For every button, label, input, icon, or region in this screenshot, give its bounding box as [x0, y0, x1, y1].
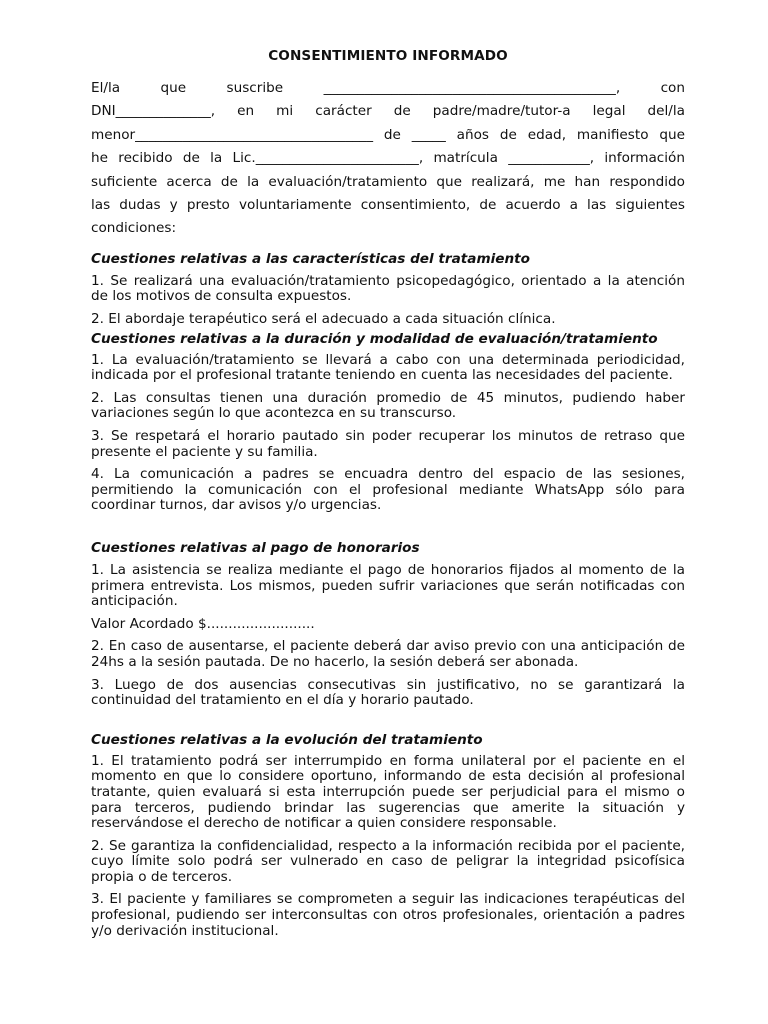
section-paragraph: 2. Las consultas tienen una duración promedio de 45 minutos, pudiendo haber variaciones según lo que acontezca en su transcurso.	[91, 389, 685, 422]
section-paragraph: 3. Luego de dos ausencias consecutivas sin justificativo, no se garantizará la continuidad del tratamiento en el día y horario pautado.	[91, 676, 685, 709]
section-paragraph: 2. Se garantiza la confidencialidad, respecto a la información recibida por el paciente, cuyo límite solo podrá ser vulnerado en caso de peligrar la integridad psicofísica propia o de terceros.	[91, 837, 685, 885]
section-heading-evolucion: Cuestiones relativas a la evolución del tratamiento	[91, 731, 483, 748]
section-paragraph: 4. La comunicación a padres se encuadra dentro del espacio de las sesiones, permitiendo la comunicación con el profesional mediante WhatsApp sólo para coordinar turnos, dar avisos y/o urgencias.	[91, 466, 685, 514]
intro-line: menor___________________________________ de _____ años de edad, manifiesto que	[91, 126, 685, 143]
section-heading-duracion: Cuestiones relativas a la duración y modalidad de evaluación/tratamiento	[91, 330, 658, 347]
section-paragraph: 3. Se respetará el horario pautado sin poder recuperar los minutos de retraso que presente el paciente y su familia.	[91, 428, 685, 460]
document-title: CONSENTIMIENTO INFORMADO	[268, 48, 508, 64]
intro-paragraph	[91, 77, 685, 241]
valor-acordado-line: Valor Acordado $.........................	[91, 615, 315, 632]
intro-line: suficiente acerca de la evaluación/tratamiento que realizará, me han respondido	[91, 173, 685, 190]
section-paragraph: 1. La evaluación/tratamiento se llevará a cabo con una determinada periodicidad, indicada por el profesional tratante teniendo en cuenta las necesidades del paciente.	[91, 351, 685, 384]
intro-line: condiciones:	[91, 220, 177, 237]
section-paragraph: 1. La asistencia se realiza mediante el pago de honorarios fijados al momento de la primera entrevista. Los mismos, pueden sufrir variaciones que serán notificadas con anticipación.	[91, 561, 685, 610]
intro-line: DNI______________, en mi carácter de padre/madre/tutor-a legal del/la	[91, 103, 685, 120]
section-paragraph: 2. En caso de ausentarse, el paciente deberá dar aviso previo con una anticipación de 24hs a la sesión pautada. De no hacerlo, la sesión deberá ser abonada.	[91, 638, 685, 670]
intro-line: las dudas y presto voluntariamente consentimiento, de acuerdo a las siguientes	[91, 197, 685, 214]
section-heading-honorarios: Cuestiones relativas al pago de honorarios	[91, 539, 420, 556]
intro-line: El/la que suscribe ___________________________________________, con	[91, 80, 685, 96]
section-paragraph: 1. Se realizará una evaluación/tratamiento psicopedagógico, orientado a la atención de los motivos de consulta expuestos.	[91, 272, 685, 305]
intro-line: he recibido de la Lic.________________________, matrícula ____________, información	[91, 150, 685, 167]
section-paragraph: 2. El abordaje terapéutico será el adecuado a cada situación clínica.	[91, 311, 556, 328]
section-heading-caracteristicas: Cuestiones relativas a las características del tratamiento	[91, 250, 531, 267]
section-paragraph: 3. El paciente y familiares se comprometen a seguir las indicaciones terapéuticas del profesional, pudiendo ser interconsultas con otros profesionales, orientación a padres y/o derivación institucional.	[91, 891, 685, 939]
section-paragraph: 1. El tratamiento podrá ser interrumpido en forma unilateral por el paciente en el momento en que lo considere oportuno, informando de esta decisión al profesional tratante, quien evaluará si esta interrupción puede ser perjudicial para el mismo o para terceros, pudiendo brindar las sugerencias que amerite la situación y reservándose el derecho de notificar a quien considere responsable.	[91, 752, 685, 832]
